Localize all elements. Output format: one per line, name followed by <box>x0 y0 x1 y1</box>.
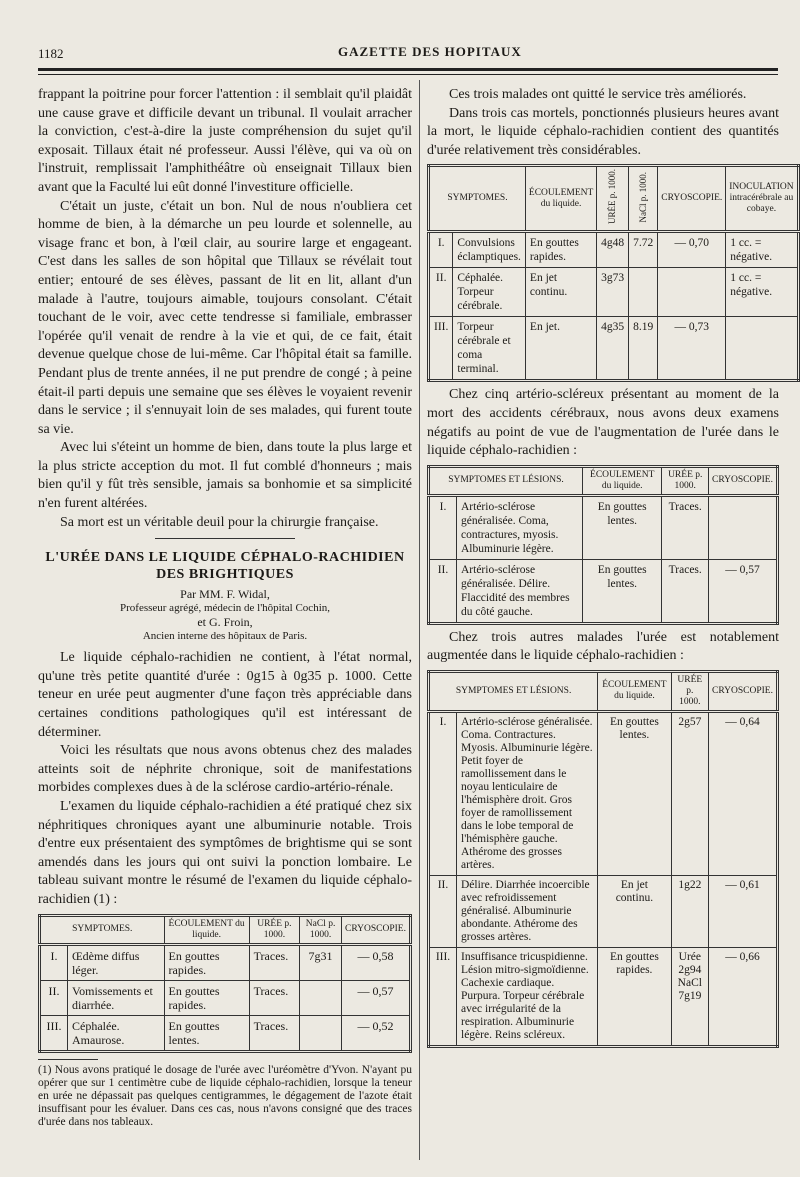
header-rule-thin <box>38 74 778 75</box>
paragraph: Chez cinq artério-scléreux présentant au moment de la mort des accidents cérébraux, nous avons deux examens négatifs au point de vue de l'augmentation de l'urée dans le liquide céphalo-rachidien : <box>427 387 779 459</box>
table-header: NaCl p. 1000. <box>629 166 658 232</box>
table-row <box>40 1015 411 1051</box>
table-1 <box>38 914 412 1053</box>
table-cell: 1 cc. = négative. <box>726 232 798 268</box>
table-cell: En jet continu. <box>525 268 596 317</box>
table-cell: I. <box>40 944 68 980</box>
table-header: SYMPTOMES. <box>429 166 526 232</box>
section-separator <box>155 538 295 539</box>
table-cell: — 0,58 <box>341 944 410 980</box>
table-header: CRYOSCOPIE. <box>341 915 410 944</box>
table-cell: Traces. <box>249 944 300 980</box>
page-number: 1182 <box>38 46 64 61</box>
table-cell: 4g48 <box>597 232 629 268</box>
paragraph: L'examen du liquide céphalo-rachidien a été pratiqué chez six néphritiques chroniques ayant une albuminurie notable. Trois d'entre eux présentaient des symptômes de brightisme qui se sont amendés dans les jours qui ont suivi la ponction lombaire. Le tableau suivant montre le résumé de l'examen du liquide céphalo-rachidien (1) : <box>38 799 412 907</box>
footnote-rule <box>38 1059 98 1060</box>
table-cell: Céphalée. Amaurose. <box>68 1015 165 1051</box>
table-cell: 1g22 <box>671 875 708 947</box>
table-cell: Artério-sclérose généralisée. Coma. Contractures. Myosis. Albuminurie légère. Petit foyer de ramollissement dans le noyau lenticulaire de l'hémisphère droit. Gros foyer de ramollissement dans le lobe temporal de l'hémisphère gauche. Athérome des grosses artères. <box>457 711 598 875</box>
table-cell: Torpeur cérébrale et coma terminal. <box>453 317 526 381</box>
paragraph: Avec lui s'éteint un homme de bien, dans toute la plus large et la plus stricte acception du mot. Il fut comblé d'honneurs ; mais bien qu'il y fût très sensible, jamais sa bonhomie et sa simplicité n'en furent altérées. <box>38 440 412 512</box>
table-cell: Céphalée. Torpeur cérébrale. <box>453 268 526 317</box>
article-title: L'URÉE DANS LE LIQUIDE CÉPHALO-RACHIDIEN <box>45 550 405 566</box>
table-cell <box>726 317 798 381</box>
table-header: CRYOSCOPIE. <box>658 166 726 232</box>
table-cell: Artério-sclérose généralisée. Coma, contractures, myosis. Albuminurie légère. <box>457 495 583 559</box>
table-cell: — 0,70 <box>658 232 726 268</box>
left-column <box>38 86 412 1129</box>
table-cell: 7.72 <box>629 232 658 268</box>
table-header: SYMPTOMES. <box>40 915 165 944</box>
table-cell: En gouttes rapides. <box>525 232 596 268</box>
table-cell: — 0,73 <box>658 317 726 381</box>
table-cell <box>300 980 342 1015</box>
table-cell: En gouttes rapides. <box>598 947 671 1046</box>
table-header: CRYOSCOPIE. <box>708 671 777 711</box>
table-header: NaCl p. 1000. <box>300 915 342 944</box>
table-row <box>40 980 411 1015</box>
byline-coauthor-affiliation: Ancien interne des hôpitaux de Paris. <box>142 630 308 643</box>
table-header: ÉCOULEMENT du liquide. <box>598 671 671 711</box>
table-cell: En gouttes lentes. <box>582 559 661 623</box>
table-cell: Traces. <box>662 495 709 559</box>
paragraph: Chez trois autres malades l'urée est notablement augmentée dans le liquide céphalo-rachidien : <box>427 629 779 664</box>
table-cell: En gouttes lentes. <box>582 495 661 559</box>
table-header: ÉCOULEMENT du liquide. <box>582 466 661 495</box>
table-cell: II. <box>429 268 453 317</box>
table-row <box>429 559 778 623</box>
paragraph: Ces trois malades ont quitté le service très améliorés. <box>449 87 747 102</box>
table-cell: — 0,57 <box>708 559 777 623</box>
byline-coauthor: et G. Froin, <box>197 615 253 630</box>
table-cell: III. <box>429 317 453 381</box>
table-cell: — 0,61 <box>708 875 777 947</box>
column-divider <box>419 80 420 1160</box>
paragraph: Voici les résultats que nous avons obtenus chez des malades atteints soit de néphrite chronique, soit de manifestations morbides complexes dues à de la sclérose cardio-artério-rénale. <box>38 743 412 796</box>
table-cell: II. <box>40 980 68 1015</box>
table-cell: 3g73 <box>597 268 629 317</box>
table-header: SYMPTOMES ET LÉSIONS. <box>429 466 583 495</box>
table-3 <box>427 465 779 625</box>
table-cell: En gouttes rapides. <box>164 944 249 980</box>
table-cell: En gouttes rapides. <box>164 980 249 1015</box>
table-cell <box>629 268 658 317</box>
paragraph: C'était un juste, c'était un bon. Nul de nous n'oubliera cet homme de bien, à la démarche un peu lourde et solennelle, au visage franc et bon, à l'œil clair, au sourire large et engageant. C'est dans les salles de son hôpital que Tillaux se révélait tout entier; entouré de ses élèves, passant de lit en lit, allant d'un malade à l'autre, toujours aimable, toujours consolant. C'était touchant de le voir, avec cette tendresse si familiale, embrasser l'opérée qu'il venait de rendre à la vie et qui, de ce fait, était devenue quelque chose de lui-même. Car l'hôpital était sa famille. Pendant plus de trente années, il ne put prendre de congé ; à peine était-il parti depuis une semaine que ses élèves le voyaient revenir dans le service ; il s'ennuyait loin de ses malades, qui furent toute sa vie. <box>38 198 412 437</box>
table-2 <box>427 164 800 382</box>
table-cell: II. <box>429 875 457 947</box>
table-cell: — 0,57 <box>341 980 410 1015</box>
table-cell: Urée 2g94 NaCl 7g19 <box>671 947 708 1046</box>
table-cell: Traces. <box>249 1015 300 1051</box>
table-row <box>429 232 799 268</box>
right-column <box>427 86 794 1052</box>
table-header: INOCULATION intracérébrale au cobaye. <box>726 166 798 232</box>
byline-authors: Par MM. F. Widal, <box>180 587 270 602</box>
paragraph: Sa mort est un véritable deuil pour la chirurgie française. <box>60 514 379 530</box>
article-title-line2: DES BRIGHTIQUES <box>156 567 294 583</box>
table-row <box>429 495 778 559</box>
table-row <box>429 317 799 381</box>
table-header: URÉE p. 1000. <box>249 915 300 944</box>
table-4 <box>427 670 779 1048</box>
table-cell: III. <box>40 1015 68 1051</box>
table-cell: En gouttes lentes. <box>598 711 671 875</box>
table-row <box>429 268 799 317</box>
table-cell: Insuffisance tricuspidienne. Lésion mitro-sigmoïdienne. Cachexie cardiaque. Purpura. Torpeur cérébrale avec irrégularité de la respiration. Albuminurie légère. Reins scléreux. <box>457 947 598 1046</box>
table-cell: 8.19 <box>629 317 658 381</box>
table-header: URÉE p. 1000. <box>597 166 629 232</box>
table-cell: — 0,64 <box>708 711 777 875</box>
table-cell: 2g57 <box>671 711 708 875</box>
paragraph: Le liquide céphalo-rachidien ne contient, à l'état normal, qu'une très petite quantité d'urée : 0g15 à 0g35 p. 1000. Cette teneur en urée peut augmenter d'une façon très appréciable dans certaines conditions pathologiques qu'il est intéressant de déterminer. <box>38 650 412 740</box>
table-row <box>429 947 778 1046</box>
table-cell: En jet. <box>525 317 596 381</box>
table-cell <box>708 495 777 559</box>
table-cell: Vomissements et diarrhée. <box>68 980 165 1015</box>
table-header: URÉE p. 1000. <box>662 466 709 495</box>
table-cell: III. <box>429 947 457 1046</box>
table-header: SYMPTOMES ET LÉSIONS. <box>429 671 598 711</box>
table-cell: II. <box>429 559 457 623</box>
header-rule <box>38 68 778 71</box>
page-header: GAZETTE DES HOPITAUX <box>338 44 522 59</box>
table-header: ÉCOULEMENT du liquide. <box>164 915 249 944</box>
table-cell: Traces. <box>662 559 709 623</box>
paragraph: frappant la poitrine pour forcer l'attention : il semblait qu'il plaidât une cause grave et difficile devant un tribunal. Il voulait arracher la conviction, c'est-à-dire la juste compréhension du sujet qu'il exposait. Tillaux était né professeur. Aussi l'élève, qui va où on l'instruit, remplissait l'amphithéâtre où enseignait Tillaux bien avant que la Faculté lui eût donné l'investiture officielle. <box>38 87 412 195</box>
table-cell: I. <box>429 711 457 875</box>
footnote: (1) Nous avons pratiqué le dosage de l'urée avec l'uréomètre d'Yvon. N'ayant pu opérer que sur 1 centimètre cube de liquide céphalo-rachidien, lorsque la teneur en urée ne dépassait pas quelques centigrammes, le dégagement de l'azote était insuffisant pour les évaluer. Dans ces cas, nous n'avons consigné que des traces d'urée dans nos tableaux. <box>38 1063 412 1128</box>
table-cell <box>300 1015 342 1051</box>
table-cell: Délire. Diarrhée incoercible avec refroidissement généralisé. Albuminurie abondante. Athérome des grosses artères. <box>457 875 598 947</box>
table-cell: I. <box>429 232 453 268</box>
table-cell: Artério-sclérose généralisée. Délire. Flaccidité des membres du côté gauche. <box>457 559 583 623</box>
table-cell: Traces. <box>249 980 300 1015</box>
table-row <box>429 711 778 875</box>
table-header: CRYOSCOPIE. <box>708 466 777 495</box>
table-row <box>429 875 778 947</box>
table-header: URÉE p. 1000. <box>671 671 708 711</box>
table-cell <box>658 268 726 317</box>
table-cell: Convulsions éclamptiques. <box>453 232 526 268</box>
table-header: ÉCOULEMENT du liquide. <box>525 166 596 232</box>
table-cell: En jet continu. <box>598 875 671 947</box>
byline-affiliation: Professeur agrégé, médecin de l'hôpital Cochin, <box>120 602 330 615</box>
table-cell: I. <box>429 495 457 559</box>
table-cell: — 0,52 <box>341 1015 410 1051</box>
table-row <box>40 944 411 980</box>
table-cell: 4g35 <box>597 317 629 381</box>
table-cell: Œdème diffus léger. <box>68 944 165 980</box>
paragraph: Dans trois cas mortels, ponctionnés plusieurs heures avant la mort, le liquide céphalo-rachidien contient des quantités d'urée relativement très considérables. <box>427 105 779 158</box>
table-cell: 7g31 <box>300 944 342 980</box>
table-cell: — 0,66 <box>708 947 777 1046</box>
table-cell: En gouttes lentes. <box>164 1015 249 1051</box>
table-cell: 1 cc. = négative. <box>726 268 798 317</box>
